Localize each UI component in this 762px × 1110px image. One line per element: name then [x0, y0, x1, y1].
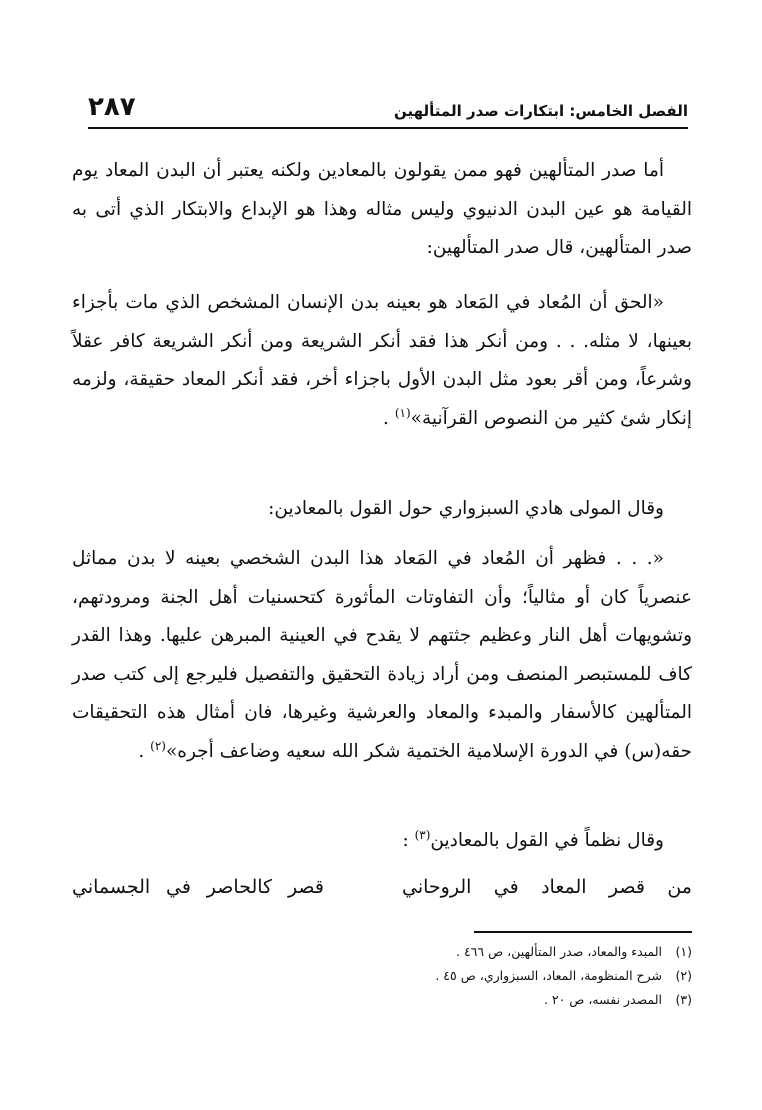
- quote-1-block: [72, 284, 692, 438]
- quote-mulla-sadra: [72, 284, 692, 438]
- footnote-3-text: المصدر نفسه، ص ٢٠ .: [543, 992, 662, 1007]
- quote-1-text: «الحق أن المُعاد في المَعاد هو بعينه بدن الإنسان المشخص الذي مات بأجزاء بعينها، لا مثله. . . ومن أنكر هذا فقد أنكر الشريعة ومن أنكر الشريعة كافر عقلاً وشرعاً، ومن أقر بعود مثل البدن الأول باجزاء أخر، فقد أنكر المعاد حقيقة، ولزمه إنكار شئ كثير من النصوص القرآنية»: [72, 292, 692, 429]
- footnote-1-text: المبدء والمعاد، صدر المتألهين، ص ٤٦٦ .: [456, 944, 662, 959]
- running-title: الفصل الخامس: ابتكارات صدر المتألهين: [394, 102, 688, 120]
- page-header: [88, 92, 688, 126]
- footnotes: [300, 940, 692, 1012]
- paragraph-1: أما صدر المتألهين فهو ممن يقولون بالمعادين ولكنه يعتبر أن البدن المعاد يوم القيامة هو عين البدن الدنيوي وليس مثاله وهذا هو الإبداع والابتكار الذي أتى به صدر المتألهين، قال صدر المتألهين:: [72, 160, 692, 258]
- quote-1-end: .: [383, 407, 389, 429]
- footnote-1-number: (١): [675, 944, 692, 959]
- header-rule: [88, 127, 688, 129]
- paragraph-3-block: [72, 490, 692, 529]
- footnote-2-text: شرح المنظومة، المعاد، السبزواري، ص ٤٥ .: [435, 968, 662, 983]
- footnote-2: [300, 964, 692, 988]
- footnote-2-number: (٢): [675, 968, 692, 983]
- footnote-ref-3[interactable]: (٣): [414, 827, 431, 842]
- verse-first-hemistich: من قصر المعاد في الروحاني: [402, 876, 692, 898]
- quote-2-block: [72, 540, 692, 771]
- footnote-separator: [474, 931, 692, 933]
- footnote-3-number: (٣): [675, 992, 692, 1007]
- quote-sabzawari: [72, 540, 692, 771]
- quote-2-text: «. . . فظهر أن المُعاد في المَعاد هذا البدن الشخصي بعينه لا بدن مماثل عنصرياً كان أو مثالياً؛ وأن التفاوتات المأثورة كتحسنيات أهل الجنة ومرودتهم، وتشويهات أهل النار وعظيم جثتهم لا يقدح في العينية المبرهن عليها. وهذا القدر كاف للمستبصر المنصف ومن أراد زيادة التحقيق والتفصيل فليرجع إلى كتب صدر المتألهين كالأسفار والمبدء والمعاد والعرشية وغيرها، فان أمثال هذه التحقيقات حقه(س) في الدورة الإسلامية الختمية شكر الله سعيه وضاعف أجره»: [72, 548, 692, 762]
- footnote-ref-1[interactable]: (١): [394, 405, 411, 420]
- footnote-ref-2[interactable]: (٢): [150, 738, 166, 753]
- paragraph-5-text: وقال نظماً في القول بالمعادين: [430, 830, 664, 851]
- page-number: ٢٨٧: [88, 92, 136, 122]
- paragraph-1-block: [72, 152, 692, 268]
- footnote-1: [300, 940, 692, 964]
- footnote-3: [300, 988, 692, 1012]
- paragraph-5: [72, 822, 692, 861]
- verse-second-hemistich: قصر كالحاصر في الجسماني: [72, 876, 324, 898]
- paragraph-3: وقال المولى هادي السبزواري حول القول بالمعادين:: [268, 498, 664, 519]
- paragraph-5-colon: :: [402, 830, 409, 851]
- paragraph-5-block: [72, 822, 692, 861]
- quote-2-end: .: [138, 740, 145, 762]
